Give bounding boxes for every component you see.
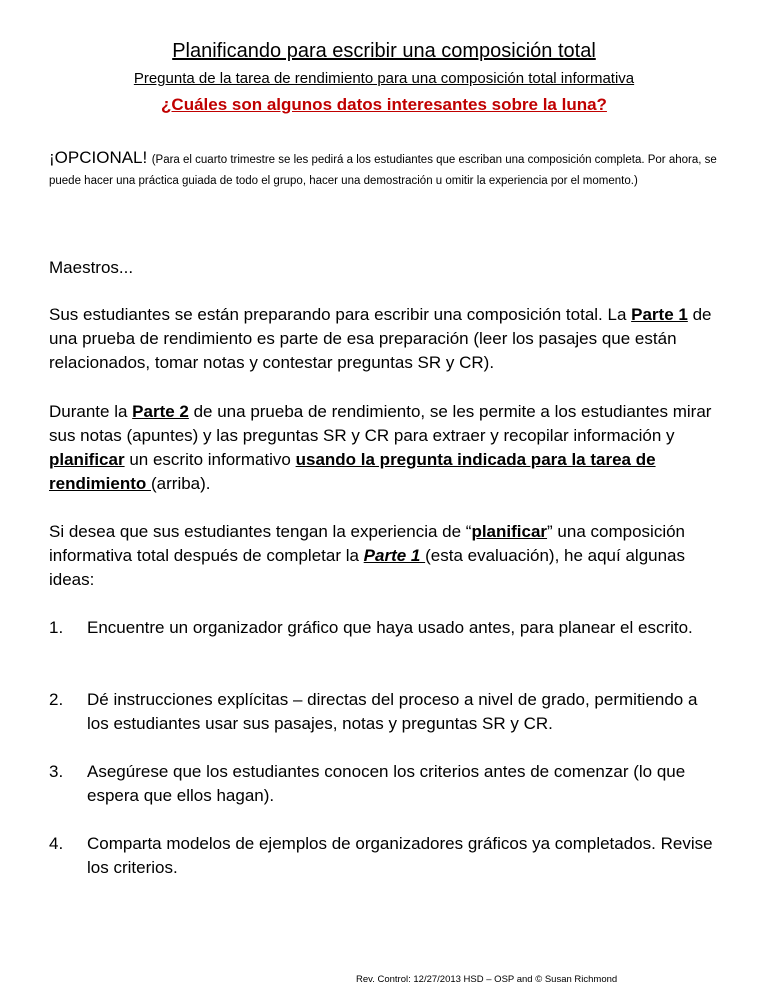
paragraph-1-text-b: de una prueba de rendimiento es parte de esa preparación (leer los pasajes que están relacionados, tomar notas y contestar preguntas SR y CR).: [49, 305, 712, 372]
page-title: Planificando para escribir una composición total: [172, 40, 596, 62]
paragraph-3-plan: planificar: [471, 522, 548, 541]
page-subtitle: Pregunta de la tarea de rendimiento para una composición total informativa: [133, 70, 635, 87]
idea-text: Encuentre un organizador gráfico que haya usado antes, para planear el escrito.: [87, 618, 693, 637]
paragraph-2-using: usando la pregunta indicada para la tarea de rendimiento: [49, 450, 656, 493]
paragraph-2-text-a: Durante la: [49, 402, 133, 421]
paragraph-3-text-a: Si desea que sus estudiantes tengan la experiencia de “: [49, 522, 472, 541]
revision-footer: Rev. Control: 12/27/2013 HSD – OSP and © Susan Richmond: [356, 974, 618, 985]
paragraph-3-part: Parte 1: [363, 546, 426, 565]
greeting: Maestros...: [49, 258, 134, 277]
idea-number: 1.: [49, 618, 64, 637]
idea-text: Comparta modelos de ejemplos de organizadores gráficos ya completados. Revise los criterios.: [87, 834, 713, 877]
idea-number: 3.: [49, 762, 64, 781]
paragraph-2-part: Parte 2: [132, 402, 189, 421]
idea-number: 2.: [49, 690, 64, 709]
paragraph-2-text-d: (arriba).: [151, 474, 211, 493]
paragraph-2-text-c: un escrito informativo: [124, 450, 296, 469]
paragraph-1-text-a: Sus estudiantes se están preparando para escribir una composición total. La: [49, 305, 632, 324]
idea-text: Dé instrucciones explícitas – directas del proceso a nivel de grado, permitiendo a los estudiantes usar sus pasajes, notas y preguntas SR y CR.: [87, 690, 698, 733]
paragraph-2-text-b: de una prueba de rendimiento, se les permite a los estudiantes mirar sus notas (apuntes) y las preguntas SR y CR para extraer y recopilar información y: [49, 402, 712, 445]
paragraph-1-part: Parte 1: [631, 305, 688, 324]
paragraph-3: [49, 520, 719, 592]
paragraph-3-text-b: ” una composición informativa total después de completar la: [49, 522, 686, 565]
optional-note-text: (Para el cuarto trimestre se les pedirá a los estudiantes que escriban una composición completa. Por ahora, se puede hacer una práctica guiada de todo el grupo, hacer una demostración u omitir la experiencia por el momento.): [49, 154, 717, 187]
idea-number: 4.: [49, 834, 64, 853]
optional-label: ¡OPCIONAL!: [49, 148, 148, 167]
idea-text: Asegúrese que los estudiantes conocen los criterios antes de comenzar (lo que espera que ellos hagan).: [87, 762, 686, 805]
paragraph-2: [49, 400, 719, 496]
paragraph-3-text-c: (esta evaluación), he aquí algunas ideas:: [49, 546, 686, 589]
task-question: ¿Cuáles son algunos datos interesantes sobre la luna?: [161, 95, 607, 114]
paragraph-2-plan: planificar: [49, 450, 125, 469]
paragraph-1: [49, 303, 719, 375]
optional-note: [49, 148, 719, 191]
